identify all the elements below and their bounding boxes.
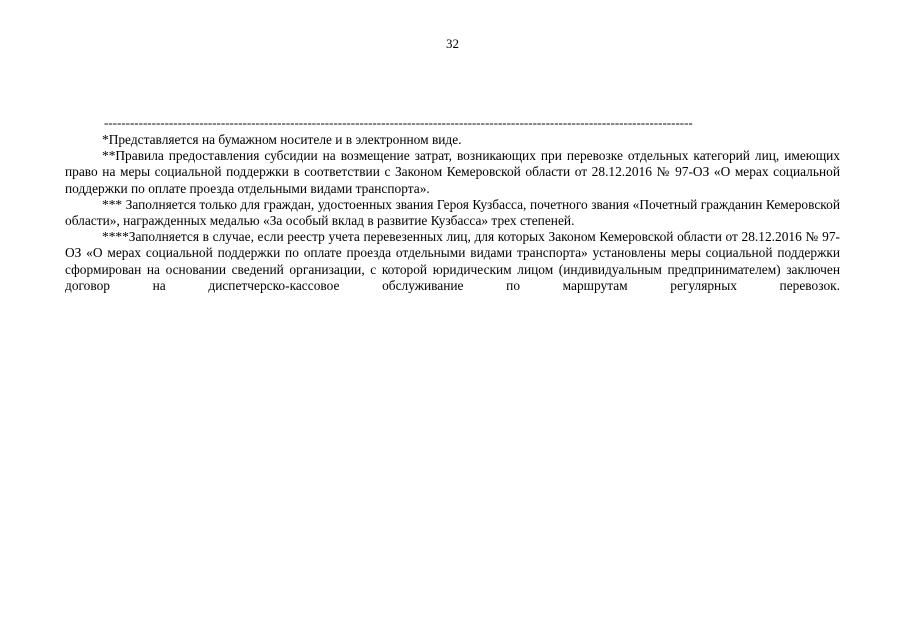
footnote-2: **Правила предоставления субсидии на возмещение затрат, возникающих при перевозке отдельных категорий лиц, имеющих право на меры социальной поддержки в соответствии с Законом Кемеровской области от 28.12.2016 № 97-ОЗ «О мерах социальной поддержки по оплате проезда отдельными видами транспорта».	[65, 148, 840, 196]
footnote-separator: ----------------------------------------------------------------------------------------------------------------------------------------	[104, 115, 693, 130]
page-number: 32	[446, 36, 459, 51]
footnote-3: *** Заполняется только для граждан, удостоенных звания Героя Кузбасса, почетного звания «Почетный гражданин Кемеровской области», награжденных медалью «За особый вклад в развитие Кузбасса» трех степеней.	[65, 196, 840, 229]
footnote-1: *Представляется на бумажном носителе и в электронном виде.	[102, 132, 462, 147]
footnotes-block	[65, 132, 840, 294]
footnote-4: ****Заполняется в случае, если реестр учета перевезенных лиц, для которых Законом Кемеровской области от 28.12.2016 № 97-ОЗ «О мерах социальной поддержки по оплате проезда отдельными видами транспорта» установлены меры социальной поддержки сформирован на основании сведений организации, с которой юридическим лицом (индивидуальным предпринимателем) заключен договор на диспетчерско-кассовое обслуживание по маршрутам регулярных перевозок.	[65, 229, 840, 293]
